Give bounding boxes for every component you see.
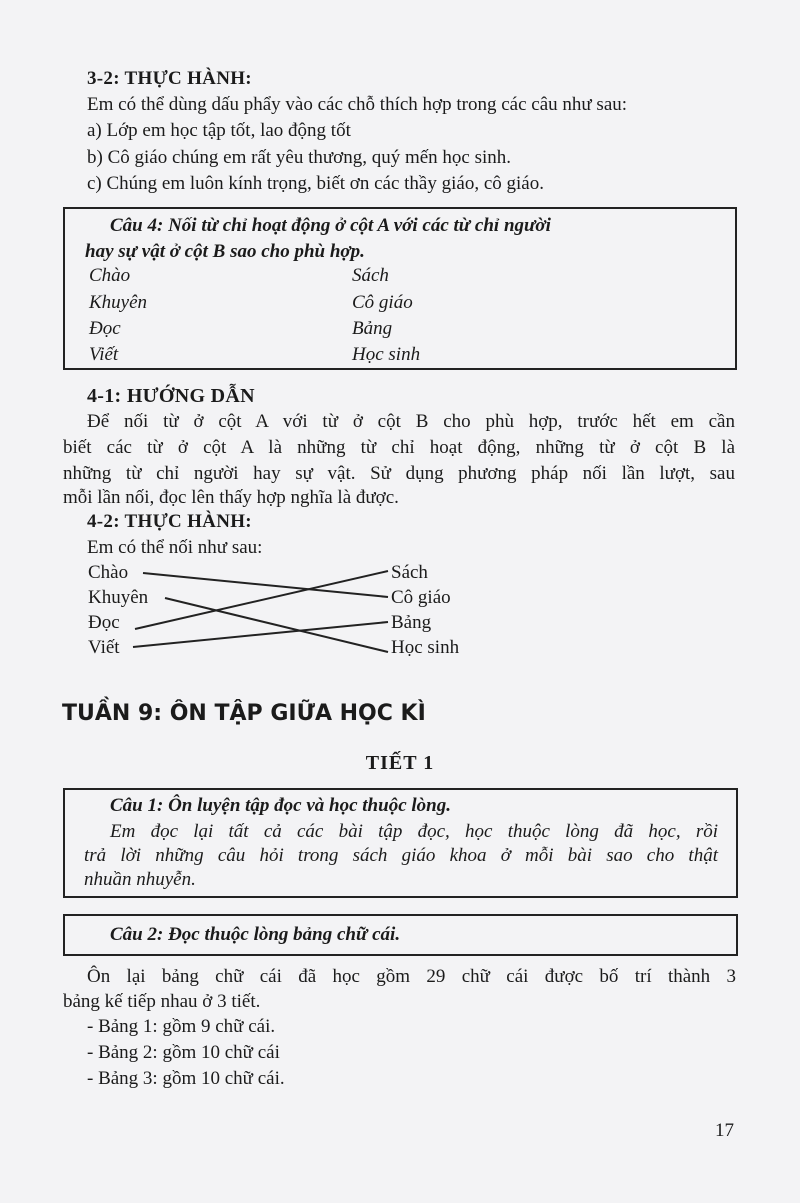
question-1-line: Em đọc lại tất cả các bài tập đọc, học thuộc lòng đã học, rồi xyxy=(110,821,718,842)
section-3-2-item-a: a) Lớp em học tập tốt, lao động tốt xyxy=(87,120,351,141)
review-item: - Bảng 2: gồm 10 chữ cái xyxy=(87,1042,280,1063)
lesson-title: TIẾT 1 xyxy=(365,752,435,774)
section-4-1-line: mỗi lần nối, đọc lên thấy hợp nghĩa là được. xyxy=(63,487,399,508)
question-4-col-b-item: Sách xyxy=(352,265,389,286)
question-1-box xyxy=(63,788,738,898)
section-3-2-intro: Em có thể dùng dấu phẩy vào các chỗ thích hợp trong các câu như sau: xyxy=(87,94,628,115)
question-4-col-a-item: Chào xyxy=(89,265,131,286)
question-1-line: trả lời những câu hỏi trong sách giáo khoa ở mỗi bài sao cho thật xyxy=(84,845,718,866)
section-3-2-item-b: b) Cô giáo chúng em rất yêu thương, quý mến học sinh. xyxy=(87,147,512,168)
review-item: - Bảng 1: gồm 9 chữ cái. xyxy=(87,1016,276,1037)
match-left-item: Khuyên xyxy=(88,587,149,608)
section-3-2-item-c: c) Chúng em luôn kính trọng, biết ơn các thầy giáo, cô giáo. xyxy=(87,173,544,194)
match-right-item: Bảng xyxy=(391,612,432,633)
section-3-2-heading: 3-2: THỰC HÀNH: xyxy=(87,68,252,89)
question-4-col-b-item: Cô giáo xyxy=(352,292,413,313)
review-line: Ôn lại bảng chữ cái đã học gồm 29 chữ cái được bố trí thành 3 xyxy=(87,966,736,987)
match-right-item: Học sinh xyxy=(391,637,460,658)
question-2-title: Câu 2: Đọc thuộc lòng bảng chữ cái. xyxy=(110,924,401,945)
match-left-item: Viết xyxy=(88,637,120,658)
question-4-col-b-item: Học sinh xyxy=(352,344,421,365)
question-4-col-a-item: Viết xyxy=(89,344,119,365)
question-4-title-line2: hay sự vật ở cột B sao cho phù hợp. xyxy=(85,241,365,262)
match-left-item: Chào xyxy=(88,562,129,583)
section-4-2-intro: Em có thể nối như sau: xyxy=(87,537,263,558)
question-4-title-line1: Câu 4: Nối từ chỉ hoạt động ở cột A với các từ chỉ người xyxy=(110,215,551,236)
match-line-chao-co-giao xyxy=(143,573,388,597)
match-right-item: Cô giáo xyxy=(391,587,451,608)
section-4-1-line: những từ chỉ người hay sự vật. Sử dụng phương pháp nối lần lượt, sau xyxy=(63,463,735,484)
page-number: 17 xyxy=(715,1120,734,1141)
question-4-col-a-item: Đọc xyxy=(89,318,121,339)
review-item: - Bảng 3: gồm 10 chữ cái. xyxy=(87,1068,285,1089)
question-4-col-a-item: Khuyên xyxy=(89,292,148,313)
week-title: TUẦN 9: ÔN TẬP GIỮA HỌC KÌ xyxy=(62,701,426,726)
question-4-col-b-item: Bảng xyxy=(352,318,393,339)
question-2-box xyxy=(63,914,738,956)
section-4-1-line: Để nối từ ở cột A với từ ở cột B cho phù hợp, trước hết em cần xyxy=(87,411,735,432)
match-right-item: Sách xyxy=(391,562,428,583)
section-4-2-heading: 4-2: THỰC HÀNH: xyxy=(87,511,252,532)
section-4-1-heading: 4-1: HƯỚNG DẪN xyxy=(87,385,255,407)
match-left-item: Đọc xyxy=(88,612,120,633)
question-1-title: Câu 1: Ôn luyện tập đọc và học thuộc lòng. xyxy=(110,795,451,816)
question-1-line: nhuần nhuyễn. xyxy=(84,869,196,890)
section-4-1-line: biết các từ ở cột A là những từ chỉ hoạt động, những từ ở cột B là xyxy=(63,437,735,458)
review-line: bảng kế tiếp nhau ở 3 tiết. xyxy=(63,991,261,1012)
